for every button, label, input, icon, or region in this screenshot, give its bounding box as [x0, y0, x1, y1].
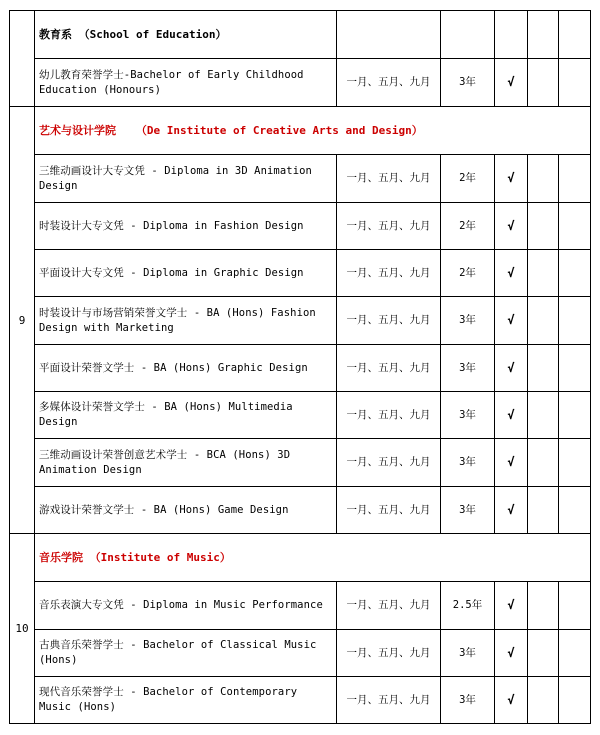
check-mark: √: [495, 630, 528, 677]
section-header: 艺术与设计学院 （De Institute of Creative Arts and Design）: [35, 107, 591, 155]
programme-name: 古典音乐荣誉学士 - Bachelor of Classical Music (Hons): [35, 630, 337, 677]
table-row: [10, 392, 591, 439]
duration: 3年: [441, 487, 495, 534]
programme-table: [9, 10, 591, 724]
intake-months: 一月、五月、九月: [337, 250, 441, 297]
table-row: [10, 487, 591, 534]
table-row: [10, 297, 591, 345]
table-row: [10, 345, 591, 392]
intake-months: 一月、五月、九月: [337, 203, 441, 250]
duration: 3年: [441, 297, 495, 345]
section-header-row: [10, 534, 591, 582]
intake-months: 一月、五月、九月: [337, 439, 441, 487]
table-row: [10, 630, 591, 677]
check-mark: √: [495, 439, 528, 487]
section-header-row: [10, 11, 591, 59]
duration: 3年: [441, 59, 495, 107]
intake-months: 一月、五月、九月: [337, 155, 441, 203]
intake-months: 一月、五月、九月: [337, 392, 441, 439]
table-row: [10, 582, 591, 630]
table-row: [10, 59, 591, 107]
check-mark: √: [495, 250, 528, 297]
intake-months: 一月、五月、九月: [337, 630, 441, 677]
programme-name: 平面设计荣誉文学士 - BA (Hons) Graphic Design: [35, 345, 337, 392]
intake-months: 一月、五月、九月: [337, 297, 441, 345]
section-number: [10, 11, 35, 107]
duration: 2年: [441, 155, 495, 203]
check-mark: √: [495, 582, 528, 630]
table-row: [10, 677, 591, 724]
section-header: 教育系 （School of Education）: [35, 11, 337, 59]
duration: 2年: [441, 250, 495, 297]
programme-name: 三维动画设计大专文凭 - Diploma in 3D Animation Design: [35, 155, 337, 203]
duration: 3年: [441, 677, 495, 724]
duration: 3年: [441, 439, 495, 487]
duration: 3年: [441, 392, 495, 439]
section-number: 10: [10, 534, 35, 724]
programme-name: 多媒体设计荣誉文学士 - BA (Hons) Multimedia Design: [35, 392, 337, 439]
programme-name: 时装设计大专文凭 - Diploma in Fashion Design: [35, 203, 337, 250]
check-mark: √: [495, 345, 528, 392]
table-row: [10, 250, 591, 297]
programme-name: 平面设计大专文凭 - Diploma in Graphic Design: [35, 250, 337, 297]
programme-name: 幼儿教育荣誉学士-Bachelor of Early Childhood Education (Honours): [35, 59, 337, 107]
programme-name: 现代音乐荣誉学士 - Bachelor of Contemporary Music (Hons): [35, 677, 337, 724]
check-mark: √: [495, 392, 528, 439]
programme-name: 时装设计与市场营销荣誉文学士 - BA (Hons) Fashion Design with Marketing: [35, 297, 337, 345]
section-header: 音乐学院 （Institute of Music）: [35, 534, 591, 582]
programme-name: 游戏设计荣誉文学士 - BA (Hons) Game Design: [35, 487, 337, 534]
intake-months: 一月、五月、九月: [337, 677, 441, 724]
table-row: [10, 203, 591, 250]
intake-months: 一月、五月、九月: [337, 59, 441, 107]
check-mark: √: [495, 203, 528, 250]
duration: 3年: [441, 630, 495, 677]
duration: 3年: [441, 345, 495, 392]
table-row: [10, 439, 591, 487]
check-mark: √: [495, 59, 528, 107]
section-header-row: [10, 107, 591, 155]
check-mark: √: [495, 155, 528, 203]
check-mark: √: [495, 487, 528, 534]
programme-name: 音乐表演大专文凭 - Diploma in Music Performance: [35, 582, 337, 630]
check-mark: √: [495, 677, 528, 724]
duration: 2.5年: [441, 582, 495, 630]
intake-months: 一月、五月、九月: [337, 582, 441, 630]
table-row: [10, 155, 591, 203]
check-mark: √: [495, 297, 528, 345]
intake-months: 一月、五月、九月: [337, 487, 441, 534]
programme-name: 三维动画设计荣誉创意艺术学士 - BCA (Hons) 3D Animation Design: [35, 439, 337, 487]
intake-months: 一月、五月、九月: [337, 345, 441, 392]
section-number: 9: [10, 107, 35, 534]
duration: 2年: [441, 203, 495, 250]
